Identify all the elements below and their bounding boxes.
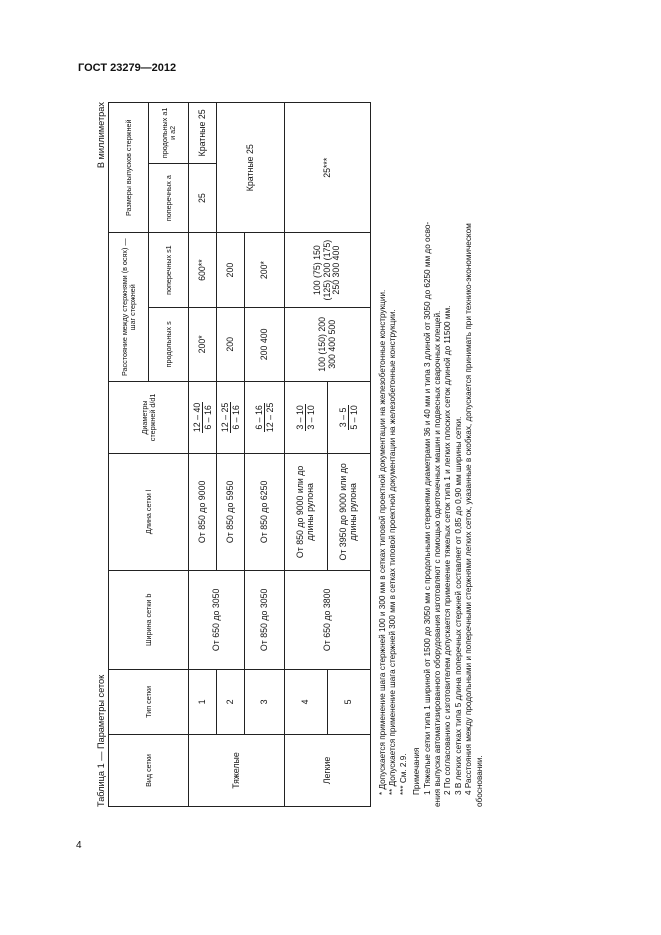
kind-heavy: Тяжелые <box>189 735 285 807</box>
spacing-long-cell: 200 <box>217 307 245 381</box>
outlet-long-cell: Кратные 25 <box>189 103 217 164</box>
diameter-bottom: 12 – 25 <box>264 402 275 433</box>
table-row <box>189 103 217 807</box>
outlet-trans-cell: 25 <box>189 163 217 233</box>
diameter-cell <box>217 381 245 453</box>
col-outlets-long: продольных a1 и a2 <box>149 103 189 164</box>
diameter-top: 3 – 5 <box>338 405 349 429</box>
diameter-bottom: 6 – 16 <box>202 405 213 430</box>
type-cell: 1 <box>189 669 217 734</box>
col-outlets-trans: поперечных a <box>149 163 189 233</box>
length-cell: От 3950 до 9000 или до длины рулона <box>328 453 371 570</box>
diameter-bottom: 3 – 10 <box>306 405 317 430</box>
spacing-long-cell: 100 (150) 200 300 400 500 <box>285 307 371 381</box>
type-cell: 3 <box>245 669 285 734</box>
col-spacing-trans: поперечных s1 <box>149 233 189 307</box>
spacing-trans-cell: 600** <box>189 233 217 307</box>
note-line: обосновании. <box>474 755 484 807</box>
length-cell: От 850 до 9000 <box>189 453 217 570</box>
notes-heading: Примечания <box>412 747 422 795</box>
table-caption: Таблица 1 — Параметры сеток <box>96 674 106 807</box>
type-cell: 2 <box>217 669 245 734</box>
note-line: ения выпуска автоматизированного оборудования изготовляют с помощью одноточечных машин и подвесных сварочных клещей. <box>433 310 443 807</box>
document-header: ГОСТ 23279—2012 <box>78 62 177 74</box>
footnote: * Допускается применение шага стержней 100 и 300 мм в сетках типовой проектной документации на железобетонные конструкции. <box>378 289 387 795</box>
diameter-top: 12 – 40 <box>191 402 202 433</box>
diameter-cell <box>285 381 328 453</box>
spacing-long-cell: 200 400 <box>245 307 285 381</box>
width-cell: От 650 до 3050 <box>189 570 245 669</box>
rotated-page-area <box>96 102 514 807</box>
diameter-top: 3 – 10 <box>295 405 306 430</box>
diameter-cell <box>189 381 217 453</box>
col-outlets: Размеры выпусков стержней <box>109 103 149 234</box>
note-line: 3 В легких сетках типа 5 длина поперечных стержней составляет от 0,85 до 0,90 мм ширины сетки. <box>453 416 463 795</box>
kind-light: Легкие <box>285 735 371 807</box>
outlet-merged-cell: Кратные 25 <box>217 103 285 234</box>
width-cell: От 850 до 3050 <box>245 570 285 669</box>
footnote: ** Допускается применение шага стержней 300 мм в сетках типовой проектной документации на железобетонные конструкции. <box>388 309 398 795</box>
note-line: 2 По согласованию с изготовителем допускается применение тяжелых сеток типа 1 и легких плоских сеток длиной до 11500 мм. <box>443 305 453 795</box>
diameter-top: 6 – 16 <box>254 403 265 432</box>
length-cell: От 850 до 6250 <box>245 453 285 570</box>
length-cell: От 850 до 9000 или до длины рулона <box>285 453 328 570</box>
col-diameters: Диаметры стержней d/d1 <box>109 381 189 453</box>
page-number: 4 <box>76 840 82 851</box>
diameter-bottom: 5 – 10 <box>349 405 360 430</box>
diameter-cell <box>328 381 371 453</box>
note-line: 1 Тяжелые сетки типа 1 шириной от 1500 до 3050 мм с продольными стержнями диаметрами 36 и 40 мм и типа 3 длиной от 3050 до 6250 мм до осво- <box>422 221 432 795</box>
units-label: В миллиметрах <box>96 102 106 169</box>
type-cell: 4 <box>285 669 328 734</box>
length-cell: От 850 до 5950 <box>217 453 245 570</box>
diameter-bottom: 6 – 16 <box>230 405 241 430</box>
table-footnotes <box>378 107 485 807</box>
spacing-trans-cell: 100 (75) 150 (125) 200 (175) 250 300 400 <box>285 233 371 307</box>
col-type: Тип сетки <box>109 669 189 734</box>
diameter-cell <box>245 381 285 453</box>
col-kind: Вид сетки <box>109 735 189 807</box>
spacing-long-cell: 200* <box>189 307 217 381</box>
footnote: *** См. 2.9. <box>398 753 408 795</box>
col-width: Ширина сетки b <box>109 570 189 669</box>
note-line: 4 Расстояния между продольными и поперечными стержнями легких сеток, указанные в скобках, допускается принимать при технико-экономическом <box>464 223 474 795</box>
col-spacing: Расстояние между стержнями (в осях) — шаг стержней <box>109 233 149 381</box>
diameter-top: 12 – 25 <box>219 402 230 433</box>
type-cell: 5 <box>328 669 371 734</box>
spacing-trans-cell: 200 <box>217 233 245 307</box>
width-cell: От 650 до 3800 <box>285 570 371 669</box>
table-row <box>217 103 245 807</box>
parameters-table <box>108 102 371 807</box>
col-spacing-long: продольных s <box>149 307 189 381</box>
table-row <box>285 103 328 807</box>
col-length: Длина сетки l <box>109 453 189 570</box>
rotated-table-block <box>96 102 514 807</box>
spacing-trans-cell: 200* <box>245 233 285 307</box>
outlet-merged-cell: 25*** <box>285 103 371 234</box>
